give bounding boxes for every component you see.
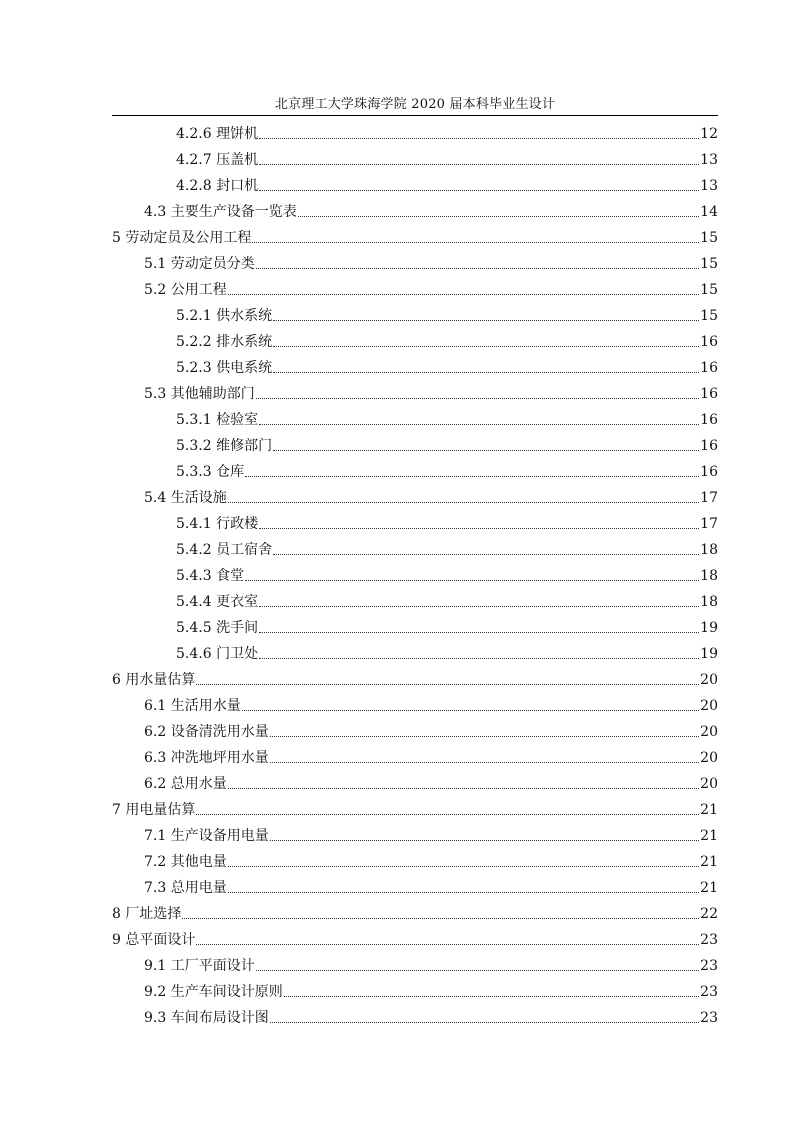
toc-entry-page-number: 23 [700, 1010, 718, 1026]
toc-entry-page-number: 21 [700, 854, 718, 870]
toc-entry-title: 6.1 生活用水量 [144, 698, 241, 714]
toc-entry[interactable] [112, 403, 718, 429]
toc-entry-page-number: 16 [700, 412, 718, 428]
toc-dot-leader [273, 554, 699, 555]
toc-entry-title: 5.3.3 仓库 [176, 464, 245, 480]
toc-dot-leader [245, 476, 699, 477]
toc-entry[interactable] [112, 299, 718, 325]
toc-dot-leader [242, 710, 699, 711]
toc-entry-title: 5.2.3 供电系统 [176, 360, 273, 376]
toc-entry-page-number: 19 [700, 620, 718, 636]
toc-entry[interactable] [112, 923, 718, 949]
toc-dot-leader [259, 606, 699, 607]
toc-entry[interactable] [112, 975, 718, 1001]
toc-entry-title: 5.1 劳动定员分类 [144, 256, 255, 272]
toc-entry-page-number: 16 [700, 334, 718, 350]
toc-entry-title: 5.4.2 员工宿舍 [176, 542, 273, 558]
toc-entry[interactable] [112, 819, 718, 845]
toc-entry-title: 5.4.1 行政楼 [176, 516, 259, 532]
toc-entry-title: 6.3 冲洗地坪用水量 [144, 750, 269, 766]
toc-dot-leader [259, 164, 699, 165]
toc-entry-title: 4.3 主要生产设备一览表 [144, 204, 297, 220]
toc-entry-title: 5.4.3 食堂 [176, 568, 245, 584]
toc-dot-leader [245, 580, 699, 581]
toc-entry[interactable] [112, 481, 718, 507]
toc-entry[interactable] [112, 455, 718, 481]
toc-dot-leader [259, 658, 699, 659]
header-divider [112, 115, 718, 116]
toc-entry[interactable] [112, 793, 718, 819]
toc-dot-leader [270, 736, 699, 737]
toc-entry[interactable] [112, 559, 718, 585]
toc-dot-leader [228, 502, 699, 503]
toc-dot-leader [273, 346, 699, 347]
page-header: 北京理工大学珠海学院 2020 届本科毕业生设计 [274, 97, 556, 112]
toc-entry-title: 9.1 工厂平面设计 [144, 958, 255, 974]
toc-dot-leader [259, 424, 699, 425]
toc-entry-title: 5.2 公用工程 [144, 282, 227, 298]
toc-entry[interactable] [112, 585, 718, 611]
toc-dot-leader [270, 1022, 699, 1023]
toc-entry-title: 5.4.4 更衣室 [176, 594, 259, 610]
toc-entry-title: 9.2 生产车间设计原则 [144, 984, 283, 1000]
toc-entry-page-number: 15 [700, 230, 718, 246]
toc-entry-page-number: 15 [700, 308, 718, 324]
toc-entry[interactable] [112, 429, 718, 455]
toc-entry-page-number: 18 [700, 542, 718, 558]
toc-dot-leader [256, 970, 699, 971]
toc-entry-page-number: 23 [700, 958, 718, 974]
toc-entry-title: 5.3.2 维修部门 [176, 438, 273, 454]
toc-entry-page-number: 13 [700, 178, 718, 194]
toc-dot-leader [259, 190, 699, 191]
toc-entry[interactable] [112, 377, 718, 403]
toc-entry-page-number: 20 [700, 776, 718, 792]
toc-dot-leader [256, 268, 699, 269]
toc-entry-title: 5.3 其他辅助部门 [144, 386, 255, 402]
toc-entry[interactable] [112, 325, 718, 351]
toc-entry-page-number: 12 [700, 126, 718, 142]
toc-dot-leader [259, 632, 699, 633]
toc-dot-leader [196, 814, 699, 815]
toc-entry[interactable] [112, 611, 718, 637]
toc-dot-leader [228, 788, 699, 789]
toc-entry-page-number: 22 [700, 906, 718, 922]
toc-entry-page-number: 16 [700, 386, 718, 402]
toc-dot-leader [284, 996, 699, 997]
table-of-contents [112, 117, 718, 1027]
toc-entry[interactable] [112, 247, 718, 273]
toc-entry[interactable] [112, 637, 718, 663]
toc-dot-leader [196, 684, 699, 685]
toc-entry-page-number: 20 [700, 724, 718, 740]
toc-entry[interactable] [112, 533, 718, 559]
toc-entry[interactable] [112, 169, 718, 195]
toc-entry[interactable] [112, 897, 718, 923]
toc-entry[interactable] [112, 117, 718, 143]
toc-dot-leader [256, 398, 699, 399]
toc-entry-title: 6 用水量估算 [112, 672, 196, 688]
toc-entry-page-number: 21 [700, 828, 718, 844]
toc-entry-title: 7.3 总用电量 [144, 880, 227, 896]
toc-entry-title: 8 厂址选择 [112, 906, 182, 922]
toc-dot-leader [259, 138, 699, 139]
toc-entry-title: 9 总平面设计 [112, 932, 196, 948]
toc-dot-leader [259, 528, 699, 529]
toc-entry-page-number: 19 [700, 646, 718, 662]
toc-entry-page-number: 13 [700, 152, 718, 168]
toc-dot-leader [273, 450, 699, 451]
toc-entry-title: 5.2.2 排水系统 [176, 334, 273, 350]
toc-entry[interactable] [112, 689, 718, 715]
toc-entry-page-number: 15 [700, 256, 718, 272]
toc-entry-title: 4.2.6 理饼机 [176, 126, 259, 142]
toc-entry-title: 7 用电量估算 [112, 802, 196, 818]
toc-entry-title: 6.2 总用水量 [144, 776, 227, 792]
toc-entry-page-number: 23 [700, 932, 718, 948]
toc-entry[interactable] [112, 715, 718, 741]
toc-entry[interactable] [112, 507, 718, 533]
toc-entry[interactable] [112, 871, 718, 897]
toc-entry-page-number: 16 [700, 438, 718, 454]
toc-entry-title: 4.2.7 压盖机 [176, 152, 259, 168]
toc-entry-page-number: 23 [700, 984, 718, 1000]
toc-entry-title: 5.3.1 检验室 [176, 412, 259, 428]
toc-dot-leader [270, 762, 699, 763]
toc-dot-leader [273, 320, 699, 321]
toc-entry-page-number: 15 [700, 282, 718, 298]
toc-entry-page-number: 20 [700, 672, 718, 688]
toc-entry[interactable] [112, 351, 718, 377]
toc-entry-page-number: 18 [700, 594, 718, 610]
toc-entry-title: 6.2 设备清洗用水量 [144, 724, 269, 740]
toc-dot-leader [298, 216, 699, 217]
toc-entry[interactable] [112, 273, 718, 299]
toc-entry[interactable] [112, 845, 718, 871]
toc-dot-leader [228, 892, 699, 893]
toc-entry[interactable] [112, 949, 718, 975]
toc-entry-title: 5 劳动定员及公用工程 [112, 230, 252, 246]
toc-entry-page-number: 20 [700, 750, 718, 766]
toc-entry-page-number: 14 [700, 204, 718, 220]
toc-dot-leader [182, 918, 699, 919]
toc-entry-title: 7.2 其他电量 [144, 854, 227, 870]
toc-entry-page-number: 16 [700, 360, 718, 376]
toc-entry-title: 9.3 车间布局设计图 [144, 1010, 269, 1026]
toc-entry[interactable] [112, 767, 718, 793]
toc-entry[interactable] [112, 1001, 718, 1027]
toc-entry[interactable] [112, 663, 718, 689]
toc-entry[interactable] [112, 195, 718, 221]
toc-dot-leader [270, 840, 699, 841]
toc-entry-page-number: 18 [700, 568, 718, 584]
toc-entry-title: 5.4.5 洗手间 [176, 620, 259, 636]
toc-entry-page-number: 16 [700, 464, 718, 480]
toc-entry[interactable] [112, 143, 718, 169]
toc-entry-title: 5.2.1 供水系统 [176, 308, 273, 324]
toc-dot-leader [273, 372, 699, 373]
toc-entry[interactable] [112, 741, 718, 767]
toc-entry-page-number: 17 [700, 490, 718, 506]
toc-dot-leader [252, 242, 699, 243]
toc-dot-leader [228, 294, 699, 295]
toc-entry-title: 5.4.6 门卫处 [176, 646, 259, 662]
toc-entry[interactable] [112, 221, 718, 247]
toc-entry-page-number: 20 [700, 698, 718, 714]
toc-entry-page-number: 17 [700, 516, 718, 532]
toc-entry-title: 5.4 生活设施 [144, 490, 227, 506]
toc-entry-page-number: 21 [700, 802, 718, 818]
toc-entry-title: 7.1 生产设备用电量 [144, 828, 269, 844]
toc-entry-title: 4.2.8 封口机 [176, 178, 259, 194]
toc-entry-page-number: 21 [700, 880, 718, 896]
toc-dot-leader [196, 944, 699, 945]
toc-dot-leader [228, 866, 699, 867]
